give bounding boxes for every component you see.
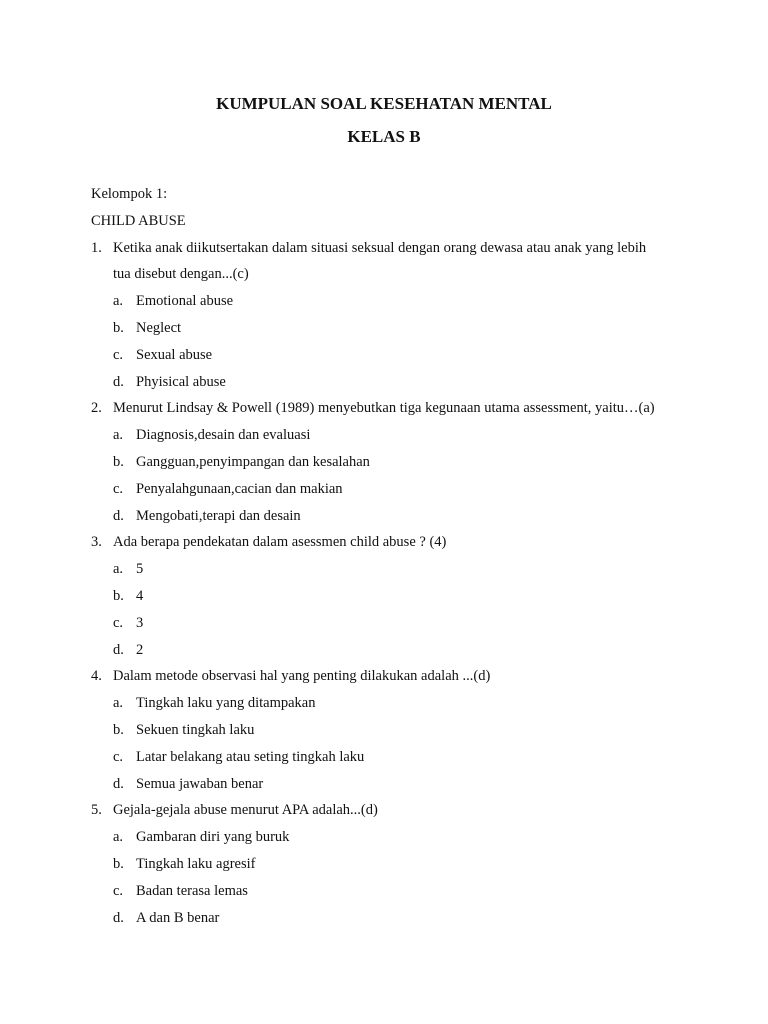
document-body [91, 181, 691, 931]
option-letter: c. [113, 346, 124, 363]
answer-option [113, 824, 691, 851]
question-text-line: Gejala-gejala abuse menurut APA adalah...(d) [113, 802, 378, 819]
question-text-line: Menurut Lindsay & Powell (1989) menyebutkan tiga kegunaan utama assessment, yaitu…(a) [113, 400, 655, 417]
answer-option [113, 422, 691, 449]
option-letter: c. [113, 614, 124, 631]
option-text: Gangguan,penyimpangan dan kesalahan [136, 453, 370, 470]
answer-option [113, 476, 691, 503]
option-text: Latar belakang atau seting tingkah laku [136, 748, 365, 765]
answer-option [113, 744, 691, 771]
group-label: Kelompok 1: [91, 186, 168, 202]
question-item [91, 529, 691, 663]
option-letter: c. [113, 748, 124, 765]
answer-option [113, 717, 691, 744]
answer-options [113, 288, 691, 395]
option-letter: a. [113, 561, 124, 578]
option-letter: d. [113, 641, 124, 658]
option-text: Neglect [136, 319, 182, 336]
answer-option [113, 556, 691, 583]
question-text-line: Ada berapa pendekatan dalam asessmen child abuse ? (4) [113, 534, 447, 551]
question-item [91, 663, 691, 797]
answer-option [113, 905, 691, 932]
question-row [91, 797, 691, 824]
option-text: Tingkah laku agresif [136, 855, 256, 872]
option-text: Badan terasa lemas [136, 882, 248, 899]
question-row [91, 663, 691, 690]
option-text: Tingkah laku yang ditampakan [136, 695, 316, 712]
option-letter: b. [113, 587, 124, 604]
answer-option [113, 851, 691, 878]
question-row [91, 235, 691, 289]
question-item [91, 395, 691, 529]
answer-options [113, 690, 691, 797]
option-text: Phyisical abuse [136, 373, 226, 390]
option-text: Semua jawaban benar [136, 775, 264, 792]
answer-option [113, 342, 691, 369]
answer-option [113, 610, 691, 637]
answer-option [113, 369, 691, 396]
option-letter: b. [113, 319, 124, 336]
option-text: 2 [136, 641, 144, 658]
option-text: 3 [136, 614, 144, 631]
option-text: Mengobati,terapi dan desain [136, 507, 301, 524]
answer-options [113, 422, 691, 529]
option-letter: a. [113, 427, 124, 444]
option-text: 5 [136, 561, 144, 578]
document-subtitle: KELAS B [347, 127, 421, 146]
question-number: 5. [91, 802, 102, 819]
answer-option [113, 449, 691, 476]
option-letter: a. [113, 695, 124, 712]
document-title: KUMPULAN SOAL KESEHATAN MENTAL [216, 94, 552, 113]
question-number: 2. [91, 400, 102, 417]
question-item [91, 235, 691, 396]
question-row [91, 395, 691, 422]
answer-option [113, 288, 691, 315]
option-text: Emotional abuse [136, 293, 234, 310]
question-item [91, 797, 691, 931]
answer-options [113, 824, 691, 931]
option-letter: b. [113, 721, 124, 738]
topic-heading: CHILD ABUSE [91, 212, 186, 229]
question-text [113, 797, 691, 824]
option-text: Penyalahgunaan,cacian dan makian [136, 480, 343, 497]
answer-options [113, 556, 691, 663]
option-text: Sexual abuse [136, 346, 213, 363]
option-letter: b. [113, 453, 124, 470]
option-text: 4 [136, 587, 144, 604]
question-number: 1. [91, 239, 102, 256]
option-letter: c. [113, 480, 124, 497]
option-letter: d. [113, 909, 124, 926]
option-text: Gambaran diri yang buruk [136, 829, 290, 846]
option-text: Diagnosis,desain dan evaluasi [136, 427, 311, 444]
answer-option [113, 315, 691, 342]
question-number: 3. [91, 534, 102, 551]
answer-option [113, 503, 691, 530]
answer-option [113, 771, 691, 798]
question-number: 4. [91, 668, 102, 685]
question-list [91, 235, 691, 932]
answer-option [113, 690, 691, 717]
question-text [113, 663, 691, 690]
question-text [113, 235, 691, 289]
option-text: Sekuen tingkah laku [136, 721, 255, 738]
answer-option [113, 637, 691, 664]
option-letter: b. [113, 855, 124, 872]
option-text: A dan B benar [136, 909, 220, 926]
question-text [113, 395, 691, 422]
question-text [113, 529, 691, 556]
option-letter: a. [113, 829, 124, 846]
option-letter: d. [113, 373, 124, 390]
option-letter: d. [113, 775, 124, 792]
question-text-line: Ketika anak diikutsertakan dalam situasi seksual dengan orang dewasa atau anak yang lebih [113, 239, 647, 256]
answer-option [113, 583, 691, 610]
question-row [91, 529, 691, 556]
option-letter: c. [113, 882, 124, 899]
option-letter: d. [113, 507, 124, 524]
option-letter: a. [113, 293, 124, 310]
question-text-line: tua disebut dengan...(c) [113, 266, 249, 283]
question-text-line: Dalam metode observasi hal yang penting dilakukan adalah ...(d) [113, 668, 491, 685]
answer-option [113, 878, 691, 905]
